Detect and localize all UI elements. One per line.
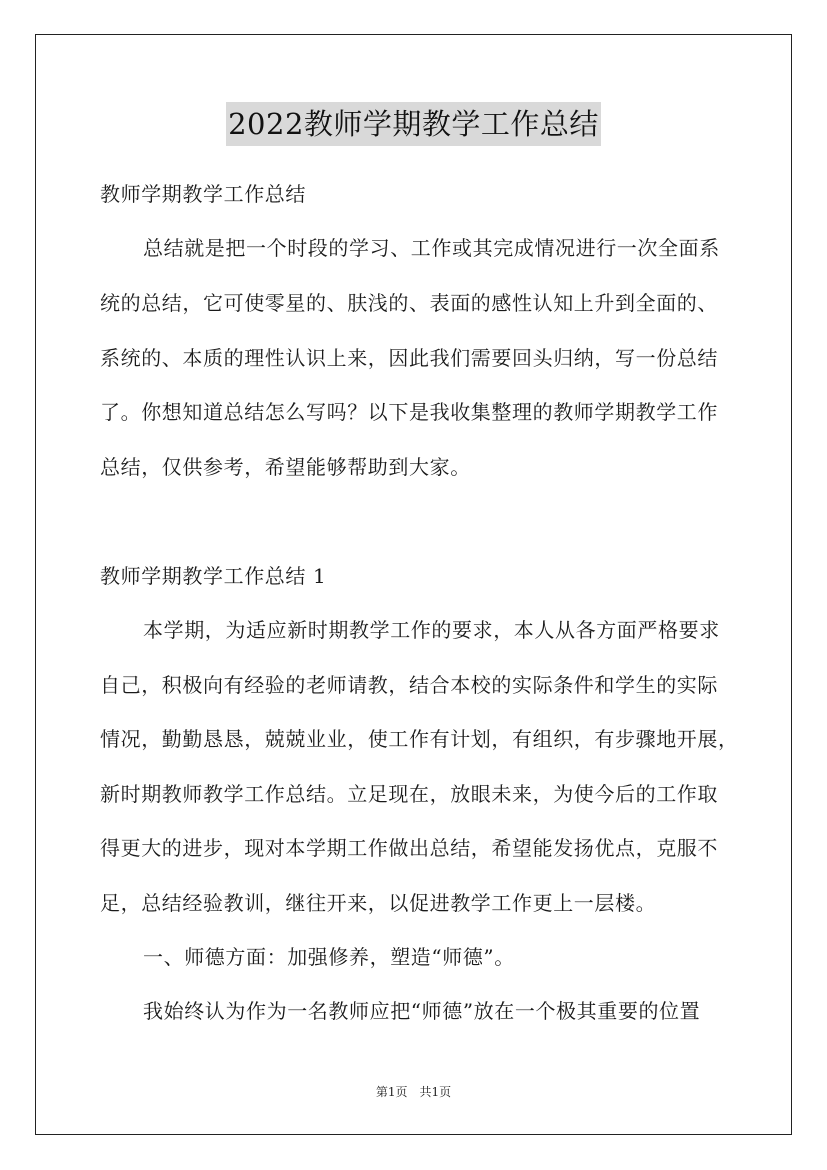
section-line: 足，总结经验教训，继往开来，以促进教学工作更上一层楼。 <box>100 891 657 915</box>
intro-line: 系统的、本质的理性认识上来，因此我们需要回头归纳，写一份总结 <box>100 346 718 370</box>
intro-line: 了。你想知道总结怎么写吗？以下是我收集整理的教师学期教学工作 <box>100 400 718 424</box>
section-heading: 教师学期教学工作总结 1 <box>100 564 327 588</box>
document-title: 2022教师学期教学工作总结 <box>226 102 601 146</box>
page-total: 共1页 <box>419 1085 452 1099</box>
point-line: 我始终认为作为一名教师应把“师德”放在一个极其重要的位置 <box>143 999 701 1023</box>
intro-line: 统的总结，它可使零星的、肤浅的、表面的感性认知上升到全面的、 <box>100 291 718 315</box>
section-line: 自己，积极向有经验的老师请教，结合本校的实际条件和学生的实际 <box>100 673 718 697</box>
intro-line: 总结就是把一个时段的学习、工作或其完成情况进行一次全面系 <box>143 236 720 260</box>
section-line: 新时期教师教学工作总结。立足现在，放眼未来，为使今后的工作取 <box>100 782 718 806</box>
title-container <box>0 102 827 146</box>
section-line: 本学期，为适应新时期教学工作的要求，本人从各方面严格要求 <box>143 618 720 642</box>
point-heading: 一、师德方面：加强修养，塑造“师德”。 <box>143 945 515 969</box>
section-line: 得更大的进步，现对本学期工作做出总结，希望能发扬优点，克服不 <box>100 836 718 860</box>
section-line: 情况，勤勤恳恳，兢兢业业，使工作有计划，有组织，有步骤地开展， <box>100 727 739 751</box>
document-subtitle: 教师学期教学工作总结 <box>100 182 306 206</box>
intro-line: 总结，仅供参考，希望能够帮助到大家。 <box>100 455 471 479</box>
page-footer <box>0 1084 827 1100</box>
page-number: 第1页 <box>375 1085 408 1099</box>
